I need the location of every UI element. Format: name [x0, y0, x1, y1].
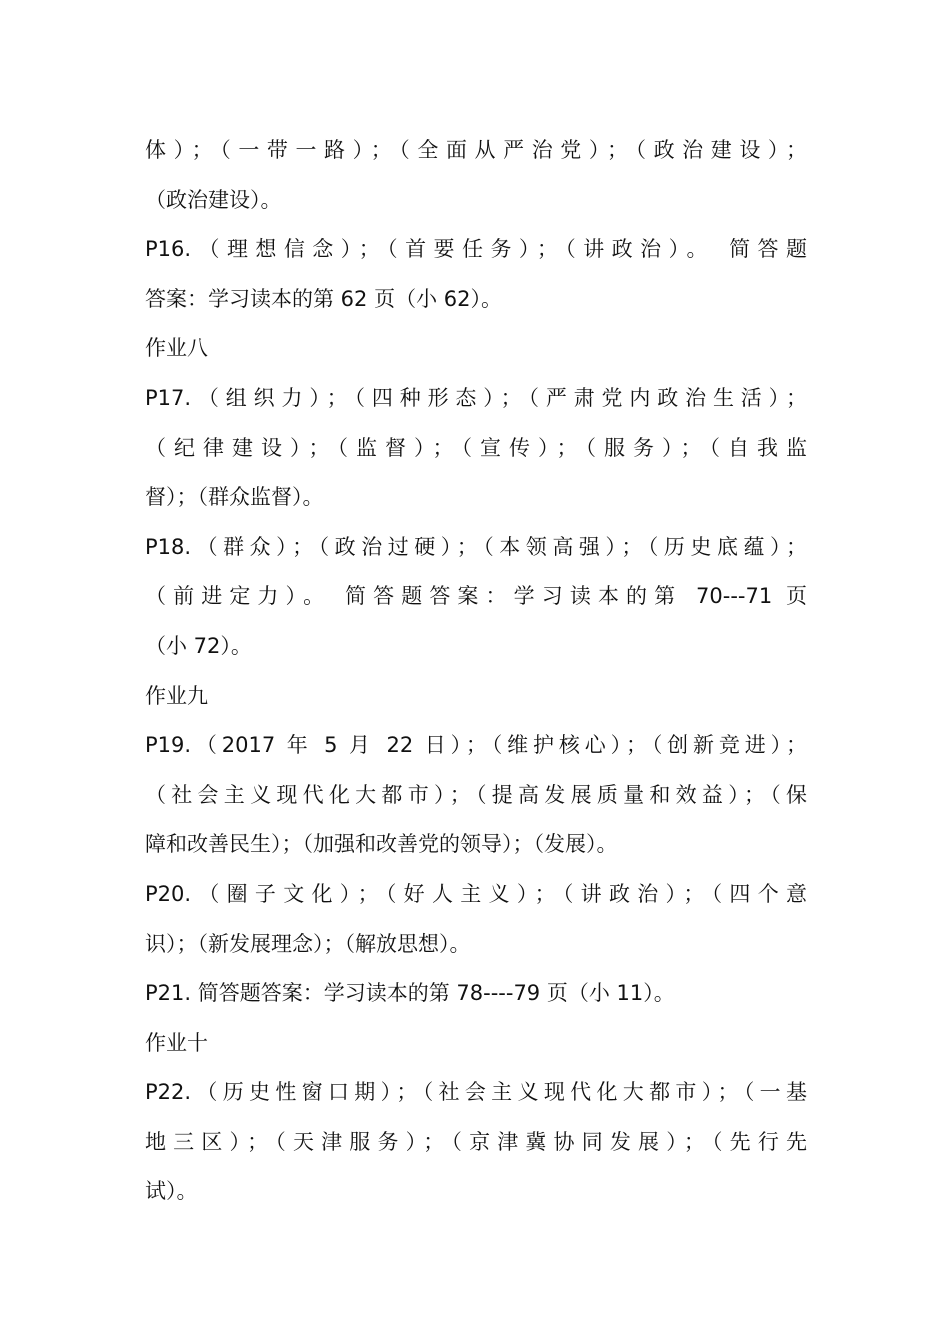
text-line-16: P20.（圈子文化）；（好人主义）；（讲政治）；（四个意 — [145, 881, 807, 906]
text-line-20: P22.（历史性窗口期）；（社会主义现代化大都市）；（一基 — [145, 1080, 807, 1105]
section-heading-homework-8: 作业八 — [145, 336, 208, 361]
document-body — [145, 126, 807, 1217]
text-line-22: 试）。 — [145, 1179, 198, 1204]
text-line-17: 识）；（新发展理念）；（解放思想）。 — [145, 931, 471, 956]
text-line-10: （前进定力）。 简答题答案：学习读本的第 70---71 页 — [145, 584, 807, 609]
section-heading-homework-10: 作业十 — [145, 1030, 208, 1055]
text-line-15: 障和改善民生）；（加强和改善党的领导）；（发展）。 — [145, 832, 618, 857]
text-line-7: （纪律建设）；（监督）；（宣传）；（服务）；（自我监 — [145, 435, 807, 460]
text-line-9: P18.（群众）；（政治过硬）；（本领高强）；（历史底蕴）； — [145, 534, 807, 559]
text-line-1: 体）；（一带一路）；（全面从严治党）；（政治建设）； — [145, 138, 807, 162]
text-line-18: P21. 简答题答案：学习读本的第 78----79 页（小 11）。 — [145, 981, 675, 1006]
text-line-3: P16.（理想信念）；（首要任务）；（讲政治）。 简答题 — [145, 237, 807, 262]
text-line-14: （社会主义现代化大都市）；（提高发展质量和效益）；（保 — [145, 782, 807, 807]
text-line-8: 督）；（群众监督）。 — [145, 485, 324, 510]
text-line-6: P17.（组织力）；（四种形态）；（严肃党内政治生活）； — [145, 385, 807, 410]
section-heading-homework-9: 作业九 — [145, 683, 208, 708]
text-line-21: 地三区）；（天津服务）；（京津冀协同发展）；（先行先 — [145, 1129, 807, 1154]
text-line-2: （政治建设）。 — [145, 187, 282, 212]
text-line-13: P19.（2017 年 5 月 22 日）；（维护核心）；（创新竞进）； — [145, 733, 807, 758]
text-line-4: 答案：学习读本的第 62 页（小 62）。 — [145, 286, 502, 311]
text-line-11: （小 72）。 — [145, 633, 252, 658]
